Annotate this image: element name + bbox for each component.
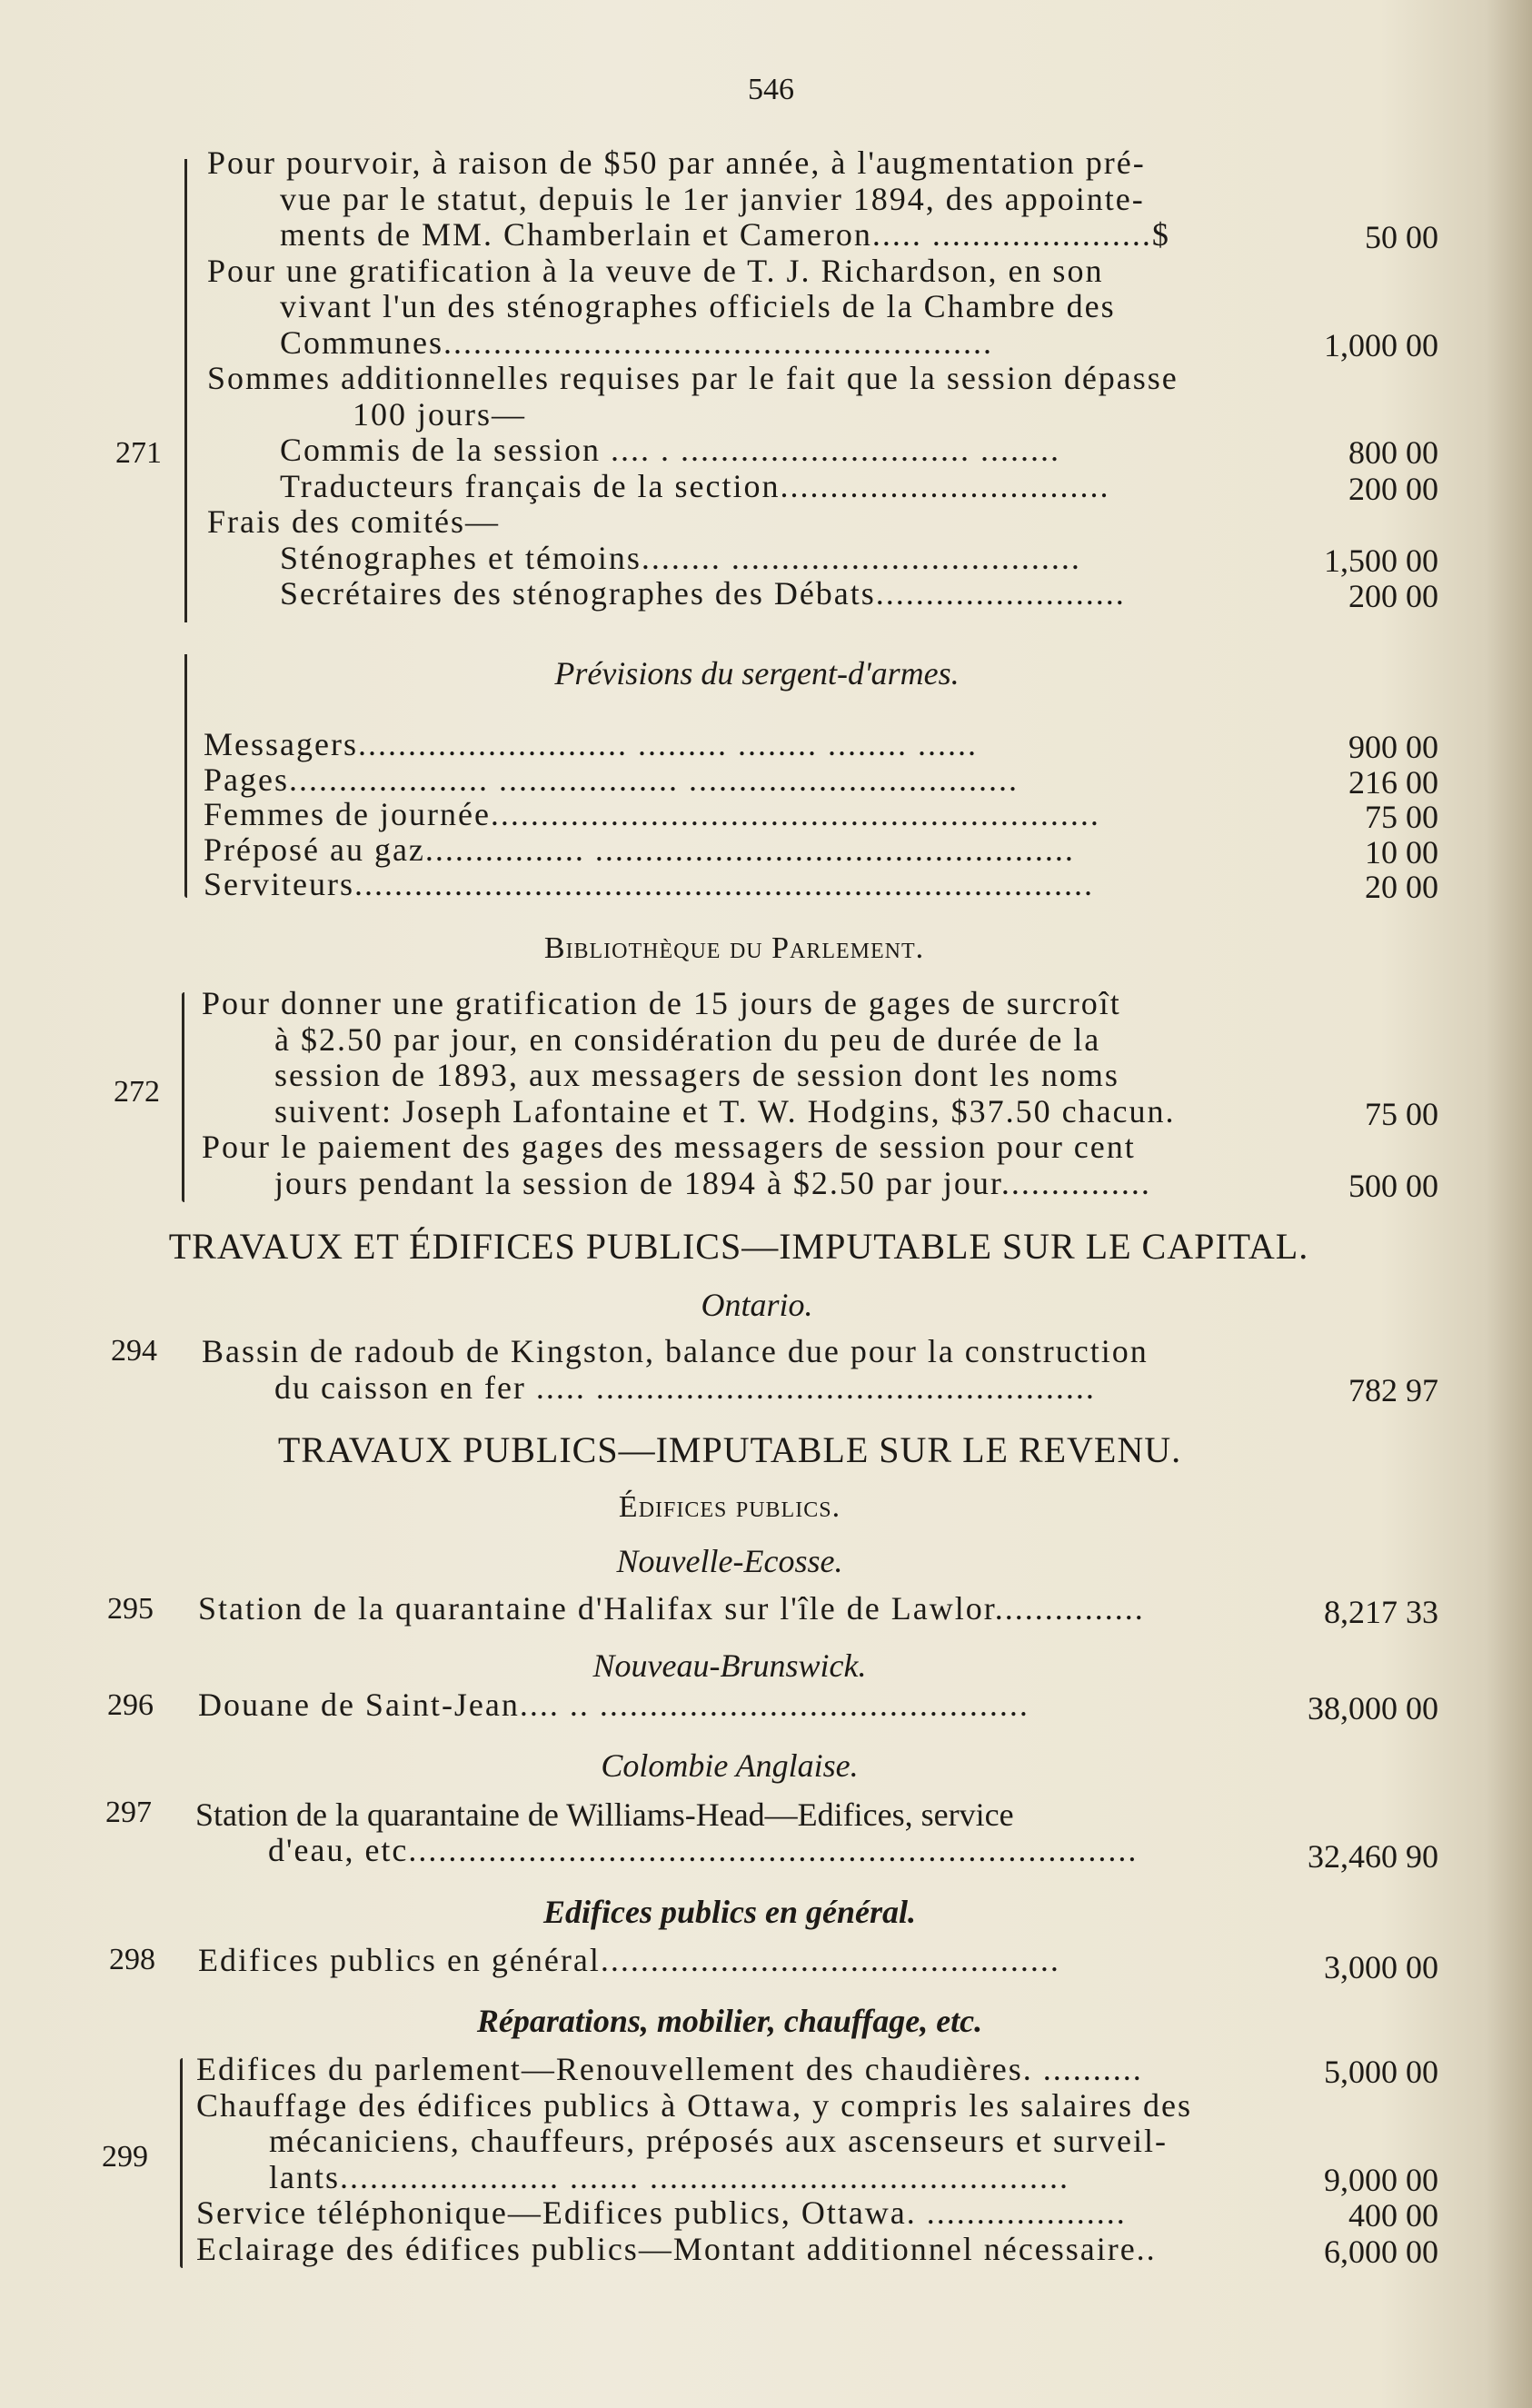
item-271-line: Frais des comités— <box>207 504 500 540</box>
item-271-line: Sommes additionnelles requises par le fait que la session dépasse <box>207 361 1179 396</box>
amount-298: 3,000 00 <box>1324 1949 1438 1985</box>
item-271-line: ments de MM. Chamberlain et Cameron..... ......................$ <box>280 217 1170 253</box>
heading-colombie-anglaise: Colombie Anglaise. <box>601 1747 859 1784</box>
item-272-line: jours pendant la session de 1894 à $2.50 par jour............... <box>274 1165 1151 1201</box>
item-299-line: Eclairage des édifices publics—Montant additionnel nécessaire.. <box>196 2231 1157 2267</box>
item-299-amount: 6,000 00 <box>1324 2233 1438 2270</box>
item-number-297: 297 <box>105 1796 152 1829</box>
heading-nouveau-brunswick: Nouveau-Brunswick. <box>592 1647 867 1684</box>
item-sergent-line: Femmes de journée............................................................. <box>204 797 1100 832</box>
item-271-amount: 50 00 <box>1365 219 1438 255</box>
line-295: Station de la quarantaine d'Halifax sur l'île de Lawlor............... <box>198 1591 1145 1627</box>
item-271-line: Sténographes et témoins........ ................................... <box>280 540 1081 576</box>
item-299-line: mécaniciens, chauffeurs, préposés aux ascenseurs et surveil- <box>269 2124 1168 2159</box>
item-299-amount: 9,000 00 <box>1324 2161 1438 2198</box>
item-271-line: Traducteurs français de la section................................. <box>280 468 1110 504</box>
item-271-amount: 1,500 00 <box>1324 542 1438 579</box>
item-number-272: 272 <box>114 1075 160 1109</box>
item-299-amount: 5,000 00 <box>1324 2054 1438 2090</box>
line-297-b: d'eau, etc......................................................................... <box>268 1833 1139 1868</box>
item-sergent-amount: 10 00 <box>1365 833 1438 871</box>
item-sergent-amount: 216 00 <box>1348 763 1438 801</box>
item-299-line: lants...................... ....... .......................................... <box>269 2159 1069 2195</box>
heading-nouvelle-ecosse: Nouvelle-Ecosse. <box>616 1543 843 1579</box>
item-sergent-amount: 20 00 <box>1365 869 1438 905</box>
heading-sergent: Prévisions du sergent-d'armes. <box>554 655 960 692</box>
section-271 <box>0 145 1532 618</box>
line-298: Edifices publics en général.............................................. <box>198 1943 1060 1978</box>
item-272-amount: 500 00 <box>1348 1167 1438 1204</box>
item-271-line: vue par le statut, depuis le 1er janvier 1894, des appointe- <box>280 181 1145 217</box>
heading-bibliotheque: Bibliothèque du Parlement. <box>543 931 925 965</box>
item-272-line: session de 1893, aux messagers de session dont les noms <box>274 1058 1119 1093</box>
item-271-amount: 1,000 00 <box>1324 326 1438 363</box>
item-sergent-amount: 75 00 <box>1365 799 1438 835</box>
page-number: 546 <box>748 73 794 106</box>
heading-reparations: Réparations, mobilier, chauffage, etc. <box>476 2003 983 2039</box>
item-number-295: 295 <box>107 1592 154 1626</box>
heading-ontario: Ontario. <box>701 1287 813 1323</box>
section-294 <box>0 1334 1532 1416</box>
item-271-line: Secrétaires des sténographes des Débats......................... <box>280 576 1126 612</box>
heading-travaux-revenu: TRAVAUX PUBLICS—IMPUTABLE SUR LE REVENU. <box>277 1429 1182 1470</box>
item-sergent-line: Préposé au gaz................ ................................................ <box>204 831 1075 868</box>
item-271-line: Commis de la session .... . ............................. ........ <box>280 433 1060 468</box>
heading-edifices-publics: Édifices publics. <box>618 1490 841 1524</box>
section-sergent <box>0 727 1532 909</box>
item-294-amount: 782 97 <box>1348 1372 1438 1408</box>
section-272 <box>0 986 1532 1204</box>
item-272-amount: 75 00 <box>1365 1095 1438 1132</box>
item-271-amount: 200 00 <box>1348 578 1438 614</box>
amount-295: 8,217 33 <box>1324 1594 1438 1630</box>
item-294-line: du caisson en fer ..... .................................................. <box>274 1370 1096 1406</box>
item-271-line: 100 jours— <box>353 396 526 433</box>
section-299 <box>0 2052 1532 2288</box>
amount-296: 38,000 00 <box>1308 1690 1438 1726</box>
item-271-line: vivant l'un des sténographes officiels de la Chambre des <box>280 289 1116 324</box>
item-299-amount: 400 00 <box>1348 2197 1438 2234</box>
item-272-line: Pour donner une gratification de 15 jours de gages de surcroît <box>202 986 1121 1021</box>
item-272-line: suivent: Joseph Lafontaine et T. W. Hodgins, $37.50 chacun. <box>274 1093 1176 1129</box>
item-number-294: 294 <box>111 1334 157 1368</box>
item-271-line: Pour une gratification à la veuve de T. J. Richardson, en son <box>207 253 1104 289</box>
heading-travaux-capital: TRAVAUX ET ÉDIFICES PUBLICS—IMPUTABLE SUR LE CAPITAL. <box>168 1226 1309 1267</box>
item-number-299: 299 <box>102 2140 148 2174</box>
item-271-amount: 800 00 <box>1348 434 1438 471</box>
item-sergent-line: Pages.................... .................. ................................. <box>204 761 1019 798</box>
amount-297: 32,460 90 <box>1308 1838 1438 1875</box>
item-sergent-line: Serviteurs.......................................................................... <box>204 867 1094 902</box>
item-sergent-amount: 900 00 <box>1348 729 1438 765</box>
line-297-a: Station de la quarantaine de Williams-Head—Edifices, service <box>195 1796 1014 1833</box>
item-272-line: à $2.50 par jour, en considération du peu de durée de la <box>274 1021 1101 1058</box>
item-299-line: Chauffage des édifices publics à Ottawa, y compris les salaires des <box>196 2087 1193 2124</box>
item-299-line: Service téléphonique—Edifices publics, Ottawa. .................... <box>196 2195 1127 2231</box>
item-sergent-line: Messagers........................... ......... ........ ........ ...... <box>204 727 978 762</box>
item-number-296: 296 <box>107 1688 154 1722</box>
line-296: Douane de Saint-Jean.... .. ........................................... <box>198 1687 1030 1723</box>
item-number-298: 298 <box>109 1943 155 1976</box>
item-271-line: Pour pourvoir, à raison de $50 par année, à l'augmentation pré- <box>207 145 1146 181</box>
item-299-line: Edifices du parlement—Renouvellement des chaudières. .......... <box>196 2052 1143 2087</box>
heading-edifices-general: Edifices publics en général. <box>543 1894 916 1930</box>
item-294-line: Bassin de radoub de Kingston, balance due pour la construction <box>202 1334 1149 1369</box>
item-272-line: Pour le paiement des gages des messagers de session pour cent <box>202 1129 1136 1165</box>
item-271-line: Communes....................................................... <box>280 324 994 361</box>
document-page: 546 271 Pour pourvoir, à raison de $50 par année, à l'augmentation pré- vue par le statut, depuis le 1er janvier 1894, des appointe- ments de MM. Chamberlain et Cameron..... ......................$ 50 00 Pour une gratification à la veuve de T. J. Richardson, en son vivant l'un des sténographes officiels de la Chambre des Communes....................................................... 1,000 00 Sommes additionnelles requises par le fait que la session dépasse 100 jours— Commis de la session .... . ............................. ........ 800 00 Traducteurs français de la section................................. 200 00 Frais des comités— Sténographes et témoins........ ................................... 1,500 00 Secrétaires des sténographes des Débats......................... 200 00 Prévisions du sergent-d'armes. Messagers........................... ......... ........ ........ ...... 900 00 Pages.................... .................. ................................. 216 00 Femmes de journée............................................................. 75 00 Préposé au gaz................ ................................................ 10 00 Serviteurs.......................................................................... 20 00 Bibliothèque du Parlement. 272 Pour donner une gratification de 15 jours de gages de surcroît à $2.50 par jour, en considération du peu de durée de la session de 1893, aux messagers de session dont les noms suivent: Joseph Lafontaine et T. W. Hodgins, $37.50 chacun. 75 00 Pour le paiement des gages des messagers de session pour cent jours pendant la session de 1894 à $2.50 par jour............... 500 00 TRAVAUX ET ÉDIFICES PUBLICS—IMPUTABLE SUR LE CAPITAL. Ontario. 294 Bassin de radoub de Kingston, balance due pour la construction du caisson en fer ..... .................................................. 782 97 TRAVAUX PUBLICS—IMPUTABLE SUR LE REVENU. Édifices publics. Nouvelle-Ecosse. 295 Station de la quarantaine d'Halifax sur l'île de Lawlor............... 8,217 33 Nouveau-Brunswick. 296 Douane de Saint-Jean.... .. ........................................... 38,000 00 Colombie Anglaise. 297 Station de la quarantaine de Williams-Head—Edifices, service d'eau, etc......................................................................... 32,460 90 Edifices publics en général. 298 Edifices publics en général.............................................. 3,000 00 Réparations, mobilier, chauffage, etc. 299 Edifices du parlement—Renouvellement des chaudières. .......... 5,000 00 Chauffage des édifices publics à Ottawa, y compris les salaires des mécaniciens, chauffeurs, préposés aux ascenseurs et surveil- lants...................... ....... .......................................... 9,000 00 Service téléphonique—Edifices publics, Ottawa. .................... 400 00 Eclairage des édifices publics—Montant additionnel nécessaire.. 6,000 00 <box>0 0 1532 2408</box>
item-271-amount: 200 00 <box>1348 470 1438 507</box>
